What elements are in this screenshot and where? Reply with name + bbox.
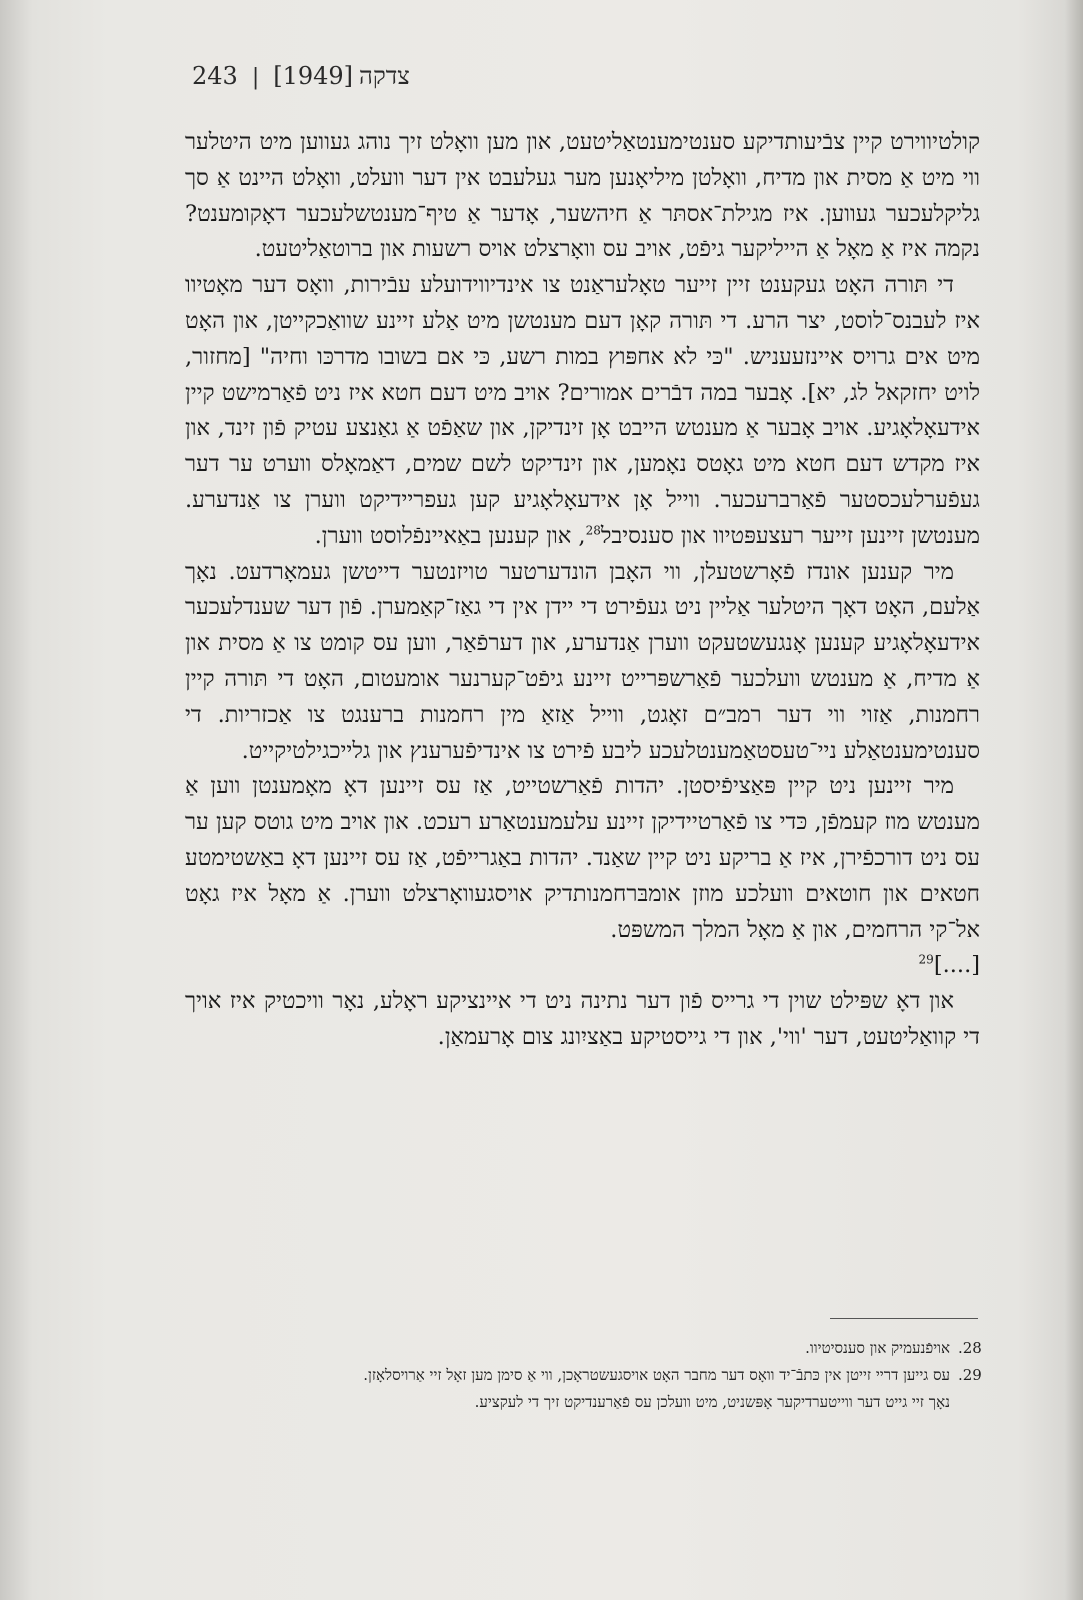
footnotes bbox=[185, 1335, 980, 1416]
footnote-28 bbox=[185, 1335, 980, 1362]
paragraph bbox=[185, 555, 980, 770]
paragraph-text: מיר קענען אונדז פֿאָרשטעלן, ווי האָבן הונדערטער טויזנטער דייטשן געמאָרדעט. נאָך אַלעם, האָט דאָך היטלער אַליין ניט געפֿירט די יידן אין די גאַז־קאַמערן. פֿון דער שענדלעכער אידעאָלאָגיע קענען אָנגעשטעקט ווערן אַנדערע, און דערפֿאַר, ווען עס קומט צו אַ מסית און אַ מדיח, אַ מענטש וועלכער פֿאַרשפּרייט זיינע גיפֿט־קערנער אומעטום, האָט די תּורה קיין רחמנות, אַזוי ווי דער רמב״ם זאָגט, ווייל אַזאַ מין רחמנות ברענגט צו אַכזריות. די סענטימענטאַלע ניי־טעסטאַמענטלעכע ליבע פֿירט צו אינדיפֿערענץ און גלייכגילטיקייט. bbox=[185, 558, 980, 764]
running-head-title: צדקה bbox=[359, 62, 410, 90]
paragraph-text: די תּורה האָט געקענט זיין זייער טאָלעראַנט צו אינדיווידועלע עבֿירות, וואָס דער מאָטיוו איז לעבנס־לוסט, יצר הרע. די תּורה קאָן דעם מענטשן מיט אַלע זיינע שוואַכקייטן, און האָט מיט אים גרויס איינזעעניש. "כּי לא אחפּוץ במות רשע, כּי אם בשובו מדרכּו וחיה" [מחזור, לויט יחזקאל לג, יא]. אָבער במה דבֿרים אמורים? אויב מיט דעם חטא איז ניט פֿאַרמישט קיין אידעאָלאָגיע. אויב אָבער אַ מענטש הייבט אָן זינדיקן, און שאַפֿט אַ גאַנצע עטיק פֿון זינד, און איז מקדש דעם חטא מיט גאָטס נאָמען, און זינדיקט לשם שמים, דאַמאָלס ווערט ער דער געפֿערלעכסטער פֿאַרברעכער. ווייל אָן אידעאָלאָגיע קען געפריידיקט ווערן צו אַנדערע. מענטשן זיינען זייער רעצעפּטיוו און סענסיבל bbox=[185, 272, 980, 549]
page-number: 243 bbox=[192, 62, 238, 90]
paragraph-text: , און קענען באַאיינפֿלוסט ווערן. bbox=[314, 522, 586, 549]
paragraph bbox=[185, 125, 980, 268]
running-head-year: [1949] bbox=[273, 62, 354, 90]
footnote-reference[interactable]: 28 bbox=[585, 523, 601, 538]
footnote-text: אויפֿנעמיק און סענסיטיוו. bbox=[805, 1339, 950, 1357]
footnote-29 bbox=[185, 1362, 980, 1416]
running-head bbox=[192, 62, 972, 98]
omission-mark: [....] bbox=[933, 952, 980, 979]
paragraph bbox=[185, 769, 980, 984]
footnote-text bbox=[185, 1362, 950, 1416]
footnote-line: עס גייען דריי זייטן אין כּתבֿ־יד וואָס דער מחבר האָט אויסגעשטראָכן, ווי אַ סימן מען זאָל זיי אַרויסלאָזן. bbox=[363, 1366, 950, 1384]
paragraph bbox=[185, 984, 980, 1056]
running-head-separator: | bbox=[251, 65, 260, 90]
paragraph-text: מיר זיינען ניט קיין פּאַציפֿיסטן. יהדות פֿאַרשטייט, אַז עס זיינען דאָ מאָמענטן ווען אַ מענטש מוז קעמפֿן, כּדי צו פֿאַרטיידיקן זיינע עלעמענטאַרע רעכט. און אויב מיט גוטס קען ער עס ניט דורכפֿירן, איז אַ בריקע ניט קיין שאַנד. יהדות באַגרייפֿט, אַז עס זיינען דאָ באַשטימטע חטאים און חוטאים וועלכע מוזן אומבּרחמנותדיק אויסגעוואָרצלט ווערן. אַ מאָל איז גאָט אל־קי הרחמים, און אַ מאָל המלך המשפּט. bbox=[185, 773, 980, 943]
footnote-reference[interactable]: 29 bbox=[918, 952, 934, 967]
paragraph-text: קולטיווירט קיין צבֿיעותדיקע סענטימענטאַליטעט, און מען וואָלט זיך נוהג געווען מיט היטלער ווי מיט אַ מסית און מדיח, וואָלטן מיליאָנען מער געלעבט אין דער וועלט, וואָלט היינט אַ סך גליקלעכער געווען. איז מגילת־אסתּר אַ חיהשער, אָדער אַ טיף־מענטשלעכער דאָקומענט? נקמה איז אַ מאָל אַ הייליקער גיפֿט, אויב עס וואָרצלט אויס רשעות און ברוטאַליטעט. bbox=[185, 129, 980, 263]
footnote-number: .28 bbox=[958, 1339, 982, 1357]
paragraph-text: און דאָ שפּילט שוין די גרייס פֿון דער נתינה ניט די איינציקע ראָלע, נאָר וויכטיק איז אויך די קוואַליטעט, דער 'ווי', און די גייסטיקע באַציִונג צום אָרעמאַן. bbox=[185, 988, 980, 1050]
paragraph bbox=[185, 268, 980, 554]
footnote-number: .29 bbox=[958, 1366, 982, 1384]
body-text bbox=[185, 125, 980, 1056]
footnote-divider bbox=[830, 1318, 978, 1319]
footnote-line: נאָך זיי גייט דער ווייטערדיקער אָפּשניט, מיט וועלכן עס פֿאַרענדיקט זיך די לעקציע. bbox=[474, 1393, 950, 1411]
